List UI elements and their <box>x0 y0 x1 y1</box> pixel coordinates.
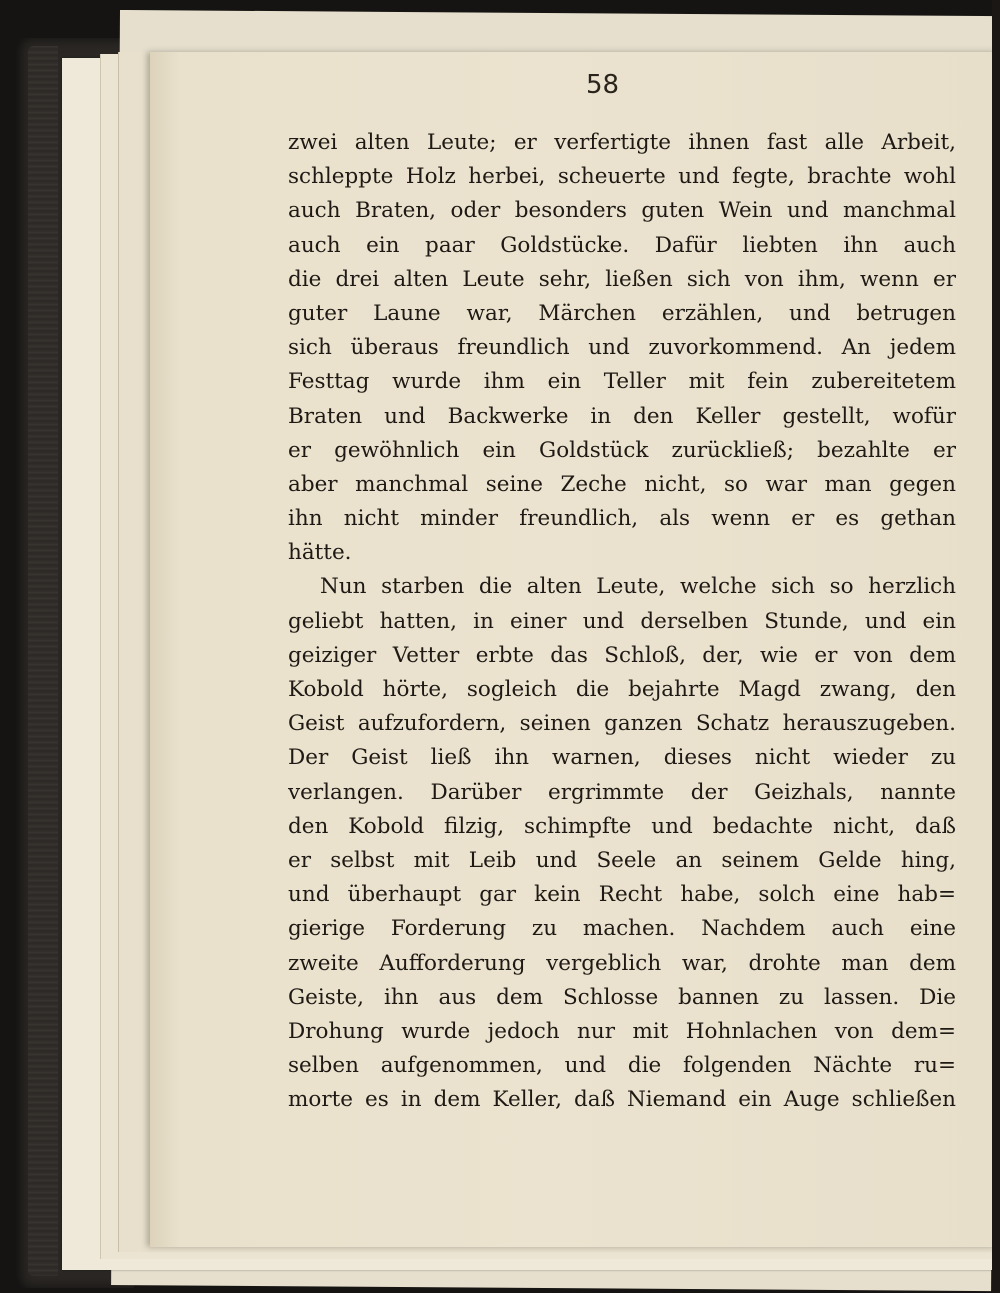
text-line: gierige Forderung zu machen. Nachdem auch eine <box>288 916 956 942</box>
text-line: Kobold hörte, sogleich die bejahrte Magd zwang, den <box>288 677 956 702</box>
text-line: er selbst mit Leib und Seele an seinem Gelde hing, <box>288 847 956 873</box>
text-line: auch ein paar Goldstücke. Dafür liebten ihn auch <box>288 232 956 258</box>
text-line: aber manchmal seine Zeche nicht, so war man gegen <box>288 471 956 497</box>
text-line: zwei alten Leute; er verfertigte ihnen fast alle Arbeit, <box>288 130 956 155</box>
text-line: auch Braten, oder besonders guten Wein und manchmal <box>288 198 956 224</box>
text-line: Nun starben die alten Leute, welche sich so herzlich <box>320 574 956 600</box>
text-line: zweite Aufforderung vergeblich war, drohte man dem <box>288 950 956 976</box>
book-spine-edge <box>28 46 58 1276</box>
text-line: er gewöhnlich ein Goldstück zurückließ; bezahlte er <box>288 437 956 463</box>
text-line: ihn nicht minder freundlich, als wenn er es gethan <box>288 506 956 532</box>
text-line: und überhaupt gar kein Recht habe, solch eine hab= <box>288 882 956 908</box>
text-line: die drei alten Leute sehr, ließen sich von ihm, wenn er <box>288 266 956 292</box>
text-line: guter Laune war, Märchen erzählen, und betrugen <box>288 300 956 326</box>
text-line: Geist aufzufordern, seinen ganzen Schatz herauszugeben. <box>288 711 956 737</box>
text-line: Geiste, ihn aus dem Schlosse bannen zu lassen. Die <box>288 984 956 1010</box>
page-text <box>288 126 956 1117</box>
text-line: geiziger Vetter erbte das Schloß, der, wie er von dem <box>288 642 956 668</box>
text-line: verlangen. Darüber ergrimmte der Geizhals, nannte <box>288 779 956 805</box>
text-line: den Kobold filzig, schimpfte und bedachte nicht, daß <box>288 813 956 839</box>
text-line: Drohung wurde jedoch nur mit Hohnlachen von dem= <box>288 1018 956 1044</box>
text-line: Braten und Backwerke in den Keller gestellt, wofür <box>288 403 956 429</box>
text-line: hätte. <box>288 540 352 566</box>
text-line: selben aufgenommen, und die folgenden Nächte ru= <box>288 1053 956 1079</box>
page-number: 58 <box>586 70 620 100</box>
book-page <box>150 52 998 1247</box>
text-line: geliebt hatten, in einer und derselben Stunde, und ein <box>288 608 956 634</box>
text-line: Der Geist ließ ihn warnen, dieses nicht wieder zu <box>288 745 956 771</box>
text-line: morte es in dem Keller, daß Niemand ein Auge schließen <box>288 1087 956 1113</box>
background-edge <box>992 0 1000 1293</box>
text-line: sich überaus freundlich und zuvorkommend. An jedem <box>288 335 956 361</box>
text-line: schleppte Holz herbei, scheuerte und fegte, brachte wohl <box>288 164 956 190</box>
text-line: Festtag wurde ihm ein Teller mit fein zubereitetem <box>288 369 956 395</box>
